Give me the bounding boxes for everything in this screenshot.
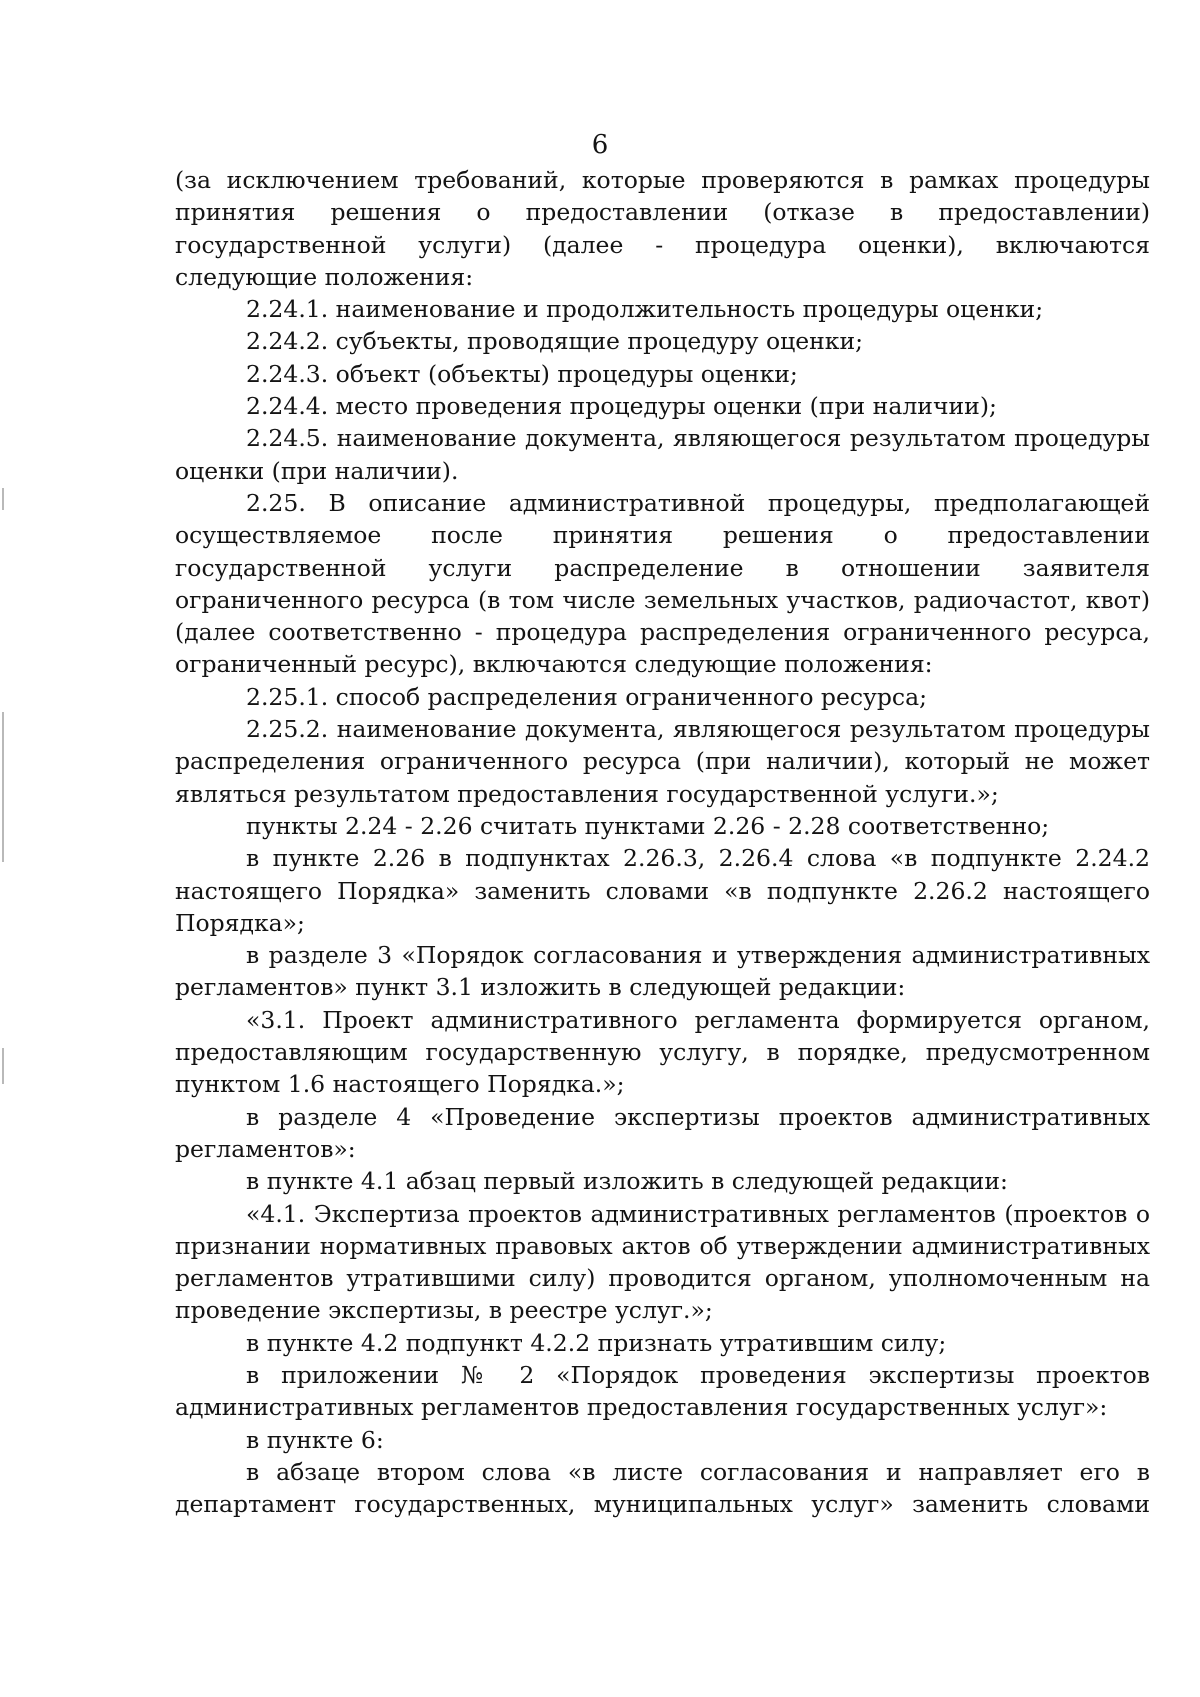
paragraph: (за исключением требований, которые проверяются в рамках процедуры принятия решения о предоставлении (отказе в предоставлении) государственной услуги) (далее - процедура оценки), включаются следующие положения: bbox=[175, 166, 1150, 291]
paragraph: 2.25.1. способ распределения ограниченного ресурса; bbox=[246, 682, 928, 711]
paragraph: в пункте 2.26 в подпунктах 2.26.3, 2.26.4 слова «в подпункте 2.24.2 настоящего Порядка» заменить словами «в подпункте 2.26.2 настоящего Порядка»; bbox=[175, 844, 1150, 937]
paragraph: в пункте 6: bbox=[246, 1425, 384, 1454]
paragraph: 2.24.1. наименование и продолжительность процедуры оценки; bbox=[246, 295, 1044, 324]
paragraph: 2.25. В описание административной процедуры, предполагающей осуществляемое после принятия решения о предоставлении государственной услуги распределение в отношении заявителя ограниченного ресурса (в том числе земельных участков, радиочастот, квот) (далее соответственно - процедура распределения ограниченного ресурса, ограниченный ресурс), включаются следующие положения: bbox=[175, 488, 1150, 679]
paragraph: в пункте 4.2 подпункт 4.2.2 признать утратившим силу; bbox=[246, 1328, 947, 1357]
paragraph: 2.24.2. субъекты, проводящие процедуру оценки; bbox=[246, 327, 864, 356]
paragraph: «3.1. Проект административного регламента формируется органом, предоставляющим государственную услугу, в порядке, предусмотренном пунктом 1.6 настоящего Порядка.»; bbox=[175, 1005, 1150, 1099]
paragraph: в абзаце втором слова «в листе согласования и направляет его в департамент государственных, муниципальных услуг» заменить словами bbox=[175, 1457, 1150, 1519]
paragraph: в пункте 4.1 абзац первый изложить в следующей редакции: bbox=[246, 1167, 1008, 1196]
paragraph: 2.24.3. объект (объекты) процедуры оценки; bbox=[246, 359, 798, 388]
scan-edge-mark bbox=[2, 488, 4, 510]
paragraph: в разделе 3 «Порядок согласования и утверждения административных регламентов» пункт 3.1 изложить в следующей редакции: bbox=[175, 941, 1150, 1002]
paragraph: 2.24.5. наименование документа, являющегося результатом процедуры оценки (при наличии). bbox=[175, 424, 1150, 485]
paragraph: пункты 2.24 - 2.26 считать пунктами 2.26 - 2.28 соответственно; bbox=[246, 811, 1050, 840]
paragraph: в разделе 4 «Проведение экспертизы проектов административных регламентов»: bbox=[175, 1102, 1150, 1163]
scan-edge-mark bbox=[2, 712, 4, 862]
scan-edge-mark bbox=[2, 1048, 4, 1084]
paragraph: в приложении № 2 «Порядок проведения экспертизы проектов административных регламентов предоставления государственных услуг»: bbox=[175, 1360, 1150, 1422]
paragraph: 2.25.2. наименование документа, являющегося результатом процедуры распределения ограниченного ресурса (при наличии), который не может являться результатом предоставления государственной услуги.»; bbox=[175, 715, 1150, 808]
document-body bbox=[175, 164, 1150, 1520]
paragraph: 2.24.4. место проведения процедуры оценки (при наличии); bbox=[246, 392, 997, 421]
page-number: 6 bbox=[591, 130, 609, 160]
paragraph: «4.1. Экспертиза проектов административных регламентов (проектов о признании нормативных правовых актов об утверждении административных регламентов утратившими силу) проводится органом, уполномоченным на проведение экспертизы, в реестре услуг.»; bbox=[175, 1199, 1150, 1325]
